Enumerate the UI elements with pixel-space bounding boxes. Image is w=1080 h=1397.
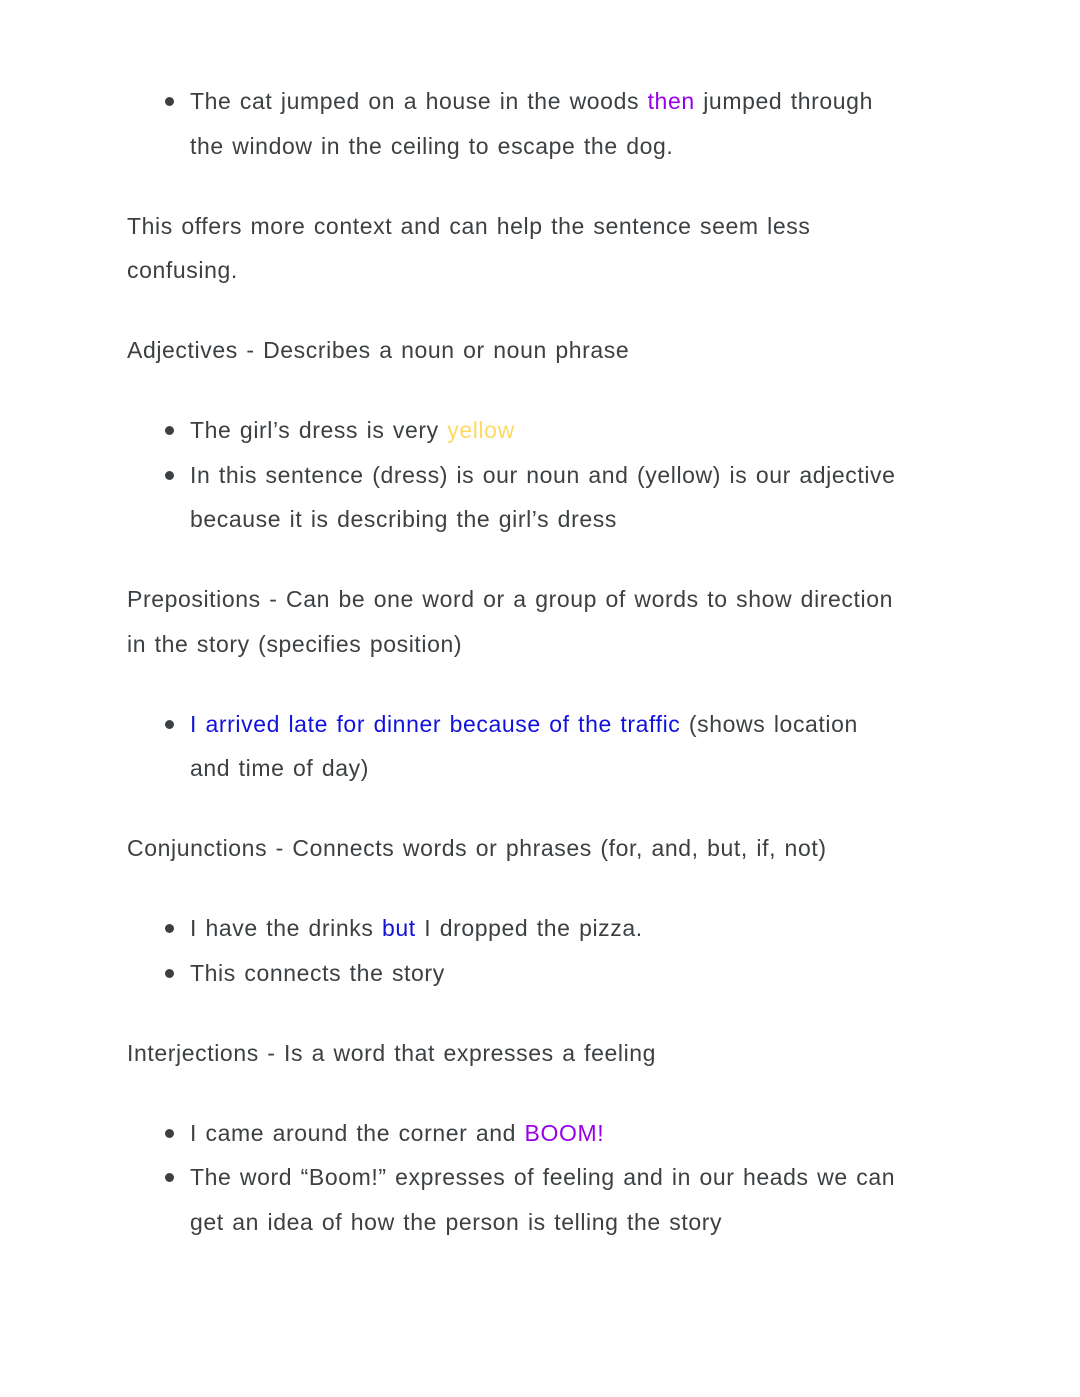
bullet-list <box>127 906 953 995</box>
bullet-dot-icon <box>165 1173 174 1182</box>
text-run: (shows location <box>680 710 858 737</box>
purple-text-run: then <box>647 88 695 114</box>
bullet-item <box>127 1111 953 1156</box>
text-run: confusing. <box>127 257 238 283</box>
bullet-text <box>190 960 445 986</box>
text-run: I have the drinks <box>190 915 382 941</box>
text-run: This connects the story <box>190 959 445 986</box>
bullet-dot-icon <box>165 1129 174 1138</box>
text-run: The girl’s dress is very <box>190 417 448 443</box>
bullet-list <box>127 702 953 791</box>
bullet-text <box>190 417 515 443</box>
bullet-dot-icon <box>165 720 174 729</box>
bullet-item <box>127 951 953 996</box>
bullet-item <box>127 79 953 168</box>
text-run: I came around the corner and <box>190 1119 525 1146</box>
bullet-item <box>127 1155 953 1244</box>
bullet-item <box>127 702 953 791</box>
text-run: I dropped the pizza. <box>415 915 643 941</box>
blue-text-run: I arrived late for dinner because of the traffic <box>190 710 681 737</box>
bullet-list <box>127 1111 953 1245</box>
text-run: In this sentence (dress) is our noun and (yellow) is our adjective <box>190 461 896 488</box>
paragraph <box>127 577 953 666</box>
paragraph <box>127 328 953 373</box>
document-content <box>127 79 953 1244</box>
paragraph <box>127 204 953 293</box>
bullet-item <box>127 408 953 453</box>
yellow-text-run: yellow <box>447 417 515 443</box>
bullet-text <box>190 88 873 159</box>
text-run: and time of day) <box>190 755 370 781</box>
bullet-dot-icon <box>165 426 174 435</box>
text-run: Adjectives - Describes a noun or noun phrase <box>127 337 630 363</box>
text-run: the window in the ceiling to escape the dog. <box>190 132 674 159</box>
text-run: Interjections - Is a word that expresses a feeling <box>127 1039 657 1066</box>
blue-text-run: but <box>381 915 416 941</box>
text-run: Prepositions - Can be one word or a group of words to show direction <box>127 586 894 612</box>
bullet-dot-icon <box>165 969 174 978</box>
bullet-text <box>190 915 643 941</box>
bullet-text <box>190 711 858 782</box>
purple-text-run: BOOM! <box>524 1119 605 1146</box>
text-run: jumped through <box>694 88 873 114</box>
bullet-dot-icon <box>165 97 174 106</box>
text-run: The word “Boom!” expresses of feeling and in our heads we can <box>190 1164 896 1190</box>
text-run: This offers more context and can help the sentence seem less <box>127 212 811 239</box>
bullet-text <box>190 1164 895 1235</box>
bullet-list <box>127 79 953 168</box>
bullet-text <box>190 1120 604 1146</box>
text-run: in the story (specifies position) <box>127 630 463 657</box>
bullet-dot-icon <box>165 471 174 480</box>
text-run: The cat jumped on a house in the woods <box>190 88 648 114</box>
bullet-dot-icon <box>165 924 174 933</box>
bullet-item <box>127 453 953 542</box>
text-run: Conjunctions - Connects words or phrases (for, and, but, if, not) <box>127 835 827 861</box>
bullet-text <box>190 462 896 533</box>
text-run: get an idea of how the person is telling the story <box>190 1208 723 1235</box>
paragraph <box>127 1031 953 1076</box>
paragraph <box>127 826 953 871</box>
bullet-item <box>127 906 953 951</box>
text-run: because it is describing the girl’s dress <box>190 506 617 532</box>
bullet-list <box>127 408 953 542</box>
